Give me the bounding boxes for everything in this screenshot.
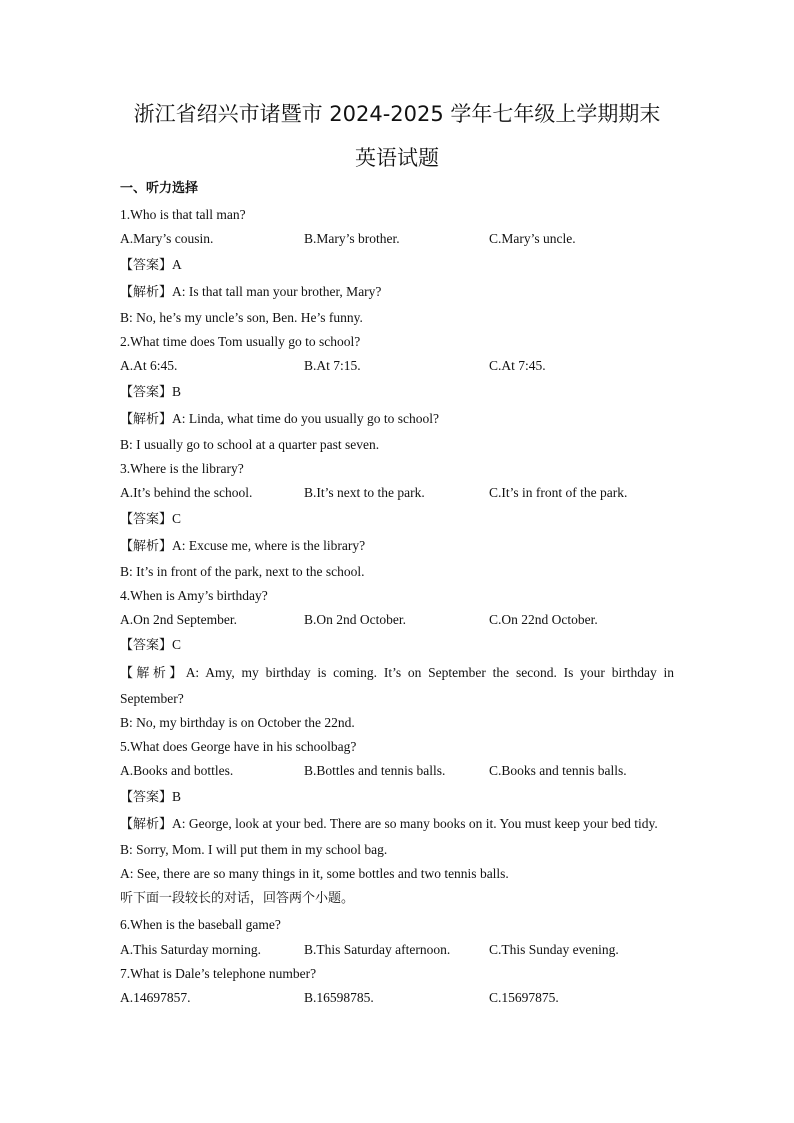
instruction: 听下面一段较长的对话，回答两个小题。 — [120, 891, 355, 906]
question-1: 1.Who is that tall man? — [120, 207, 246, 222]
q2-option-a: A.At 6:45. — [120, 358, 178, 373]
question-2: 2.What time does Tom usually go to school? — [120, 334, 361, 349]
q5-option-a: A.Books and bottles. — [120, 763, 234, 778]
q6-option-b: B.This Saturday afternoon. — [304, 942, 451, 957]
q5-analysis: 【解析】A: George, look at your bed. There are so many books on it. You must keep your bed tidy. — [120, 816, 658, 832]
q1-analysis: 【解析】A: Is that tall man your brother, Mary? — [120, 284, 382, 300]
question-6: 6.When is the baseball game? — [120, 917, 281, 932]
q5-analysis-line: B: Sorry, Mom. I will put them in my school bag. — [120, 842, 388, 857]
document-title: 浙江省绍兴市诸暨市 2024-2025 学年七年级上学期期末 — [133, 102, 661, 126]
q5-analysis-line: A: See, there are so many things in it, some bottles and two tennis balls. — [120, 866, 509, 881]
q7-option-b: B.16598785. — [304, 990, 374, 1005]
document-subtitle: 英语试题 — [355, 146, 439, 170]
q4-analysis-cont: September? — [120, 691, 184, 706]
q4-analysis: 【解析】A: Amy, my birthday is coming. It’s on September the second. Is your birthday in — [120, 665, 674, 681]
q3-option-b: B.It’s next to the park. — [304, 485, 425, 500]
q1-option-c: C.Mary’s uncle. — [489, 231, 576, 246]
q4-answer: 【答案】C — [120, 637, 182, 653]
q7-option-a: A.14697857. — [120, 990, 191, 1005]
q3-answer: 【答案】C — [120, 511, 182, 527]
q1-analysis-line: B: No, he’s my uncle’s son, Ben. He’s funny. — [120, 310, 363, 325]
q3-option-c: C.It’s in front of the park. — [489, 485, 628, 500]
q5-answer: 【答案】B — [120, 789, 182, 805]
q6-option-a: A.This Saturday morning. — [120, 942, 261, 957]
section-heading: 一、听力选择 — [120, 181, 199, 196]
q2-option-b: B.At 7:15. — [304, 358, 361, 373]
question-3: 3.Where is the library? — [120, 461, 244, 476]
q2-analysis: 【解析】A: Linda, what time do you usually go to school? — [120, 411, 439, 427]
q2-analysis-line: B: I usually go to school at a quarter past seven. — [120, 437, 380, 452]
question-7: 7.What is Dale’s telephone number? — [120, 966, 317, 981]
q4-option-c: C.On 22nd October. — [489, 612, 598, 627]
q1-option-b: B.Mary’s brother. — [304, 231, 400, 246]
q4-option-b: B.On 2nd October. — [304, 612, 406, 627]
q3-analysis: 【解析】A: Excuse me, where is the library? — [120, 538, 366, 554]
q6-option-c: C.This Sunday evening. — [489, 942, 619, 957]
q7-option-c: C.15697875. — [489, 990, 559, 1005]
question-4: 4.When is Amy’s birthday? — [120, 588, 268, 603]
question-5: 5.What does George have in his schoolbag? — [120, 739, 357, 754]
q5-option-c: C.Books and tennis balls. — [489, 763, 627, 778]
q5-option-b: B.Bottles and tennis balls. — [304, 763, 446, 778]
q4-analysis-line: B: No, my birthday is on October the 22nd. — [120, 715, 355, 730]
q3-analysis-line: B: It’s in front of the park, next to the school. — [120, 564, 365, 579]
q4-option-a: A.On 2nd September. — [120, 612, 237, 627]
q2-option-c: C.At 7:45. — [489, 358, 546, 373]
q1-answer: 【答案】A — [120, 257, 182, 273]
q1-option-a: A.Mary’s cousin. — [120, 231, 214, 246]
q2-answer: 【答案】B — [120, 384, 182, 400]
q3-option-a: A.It’s behind the school. — [120, 485, 253, 500]
